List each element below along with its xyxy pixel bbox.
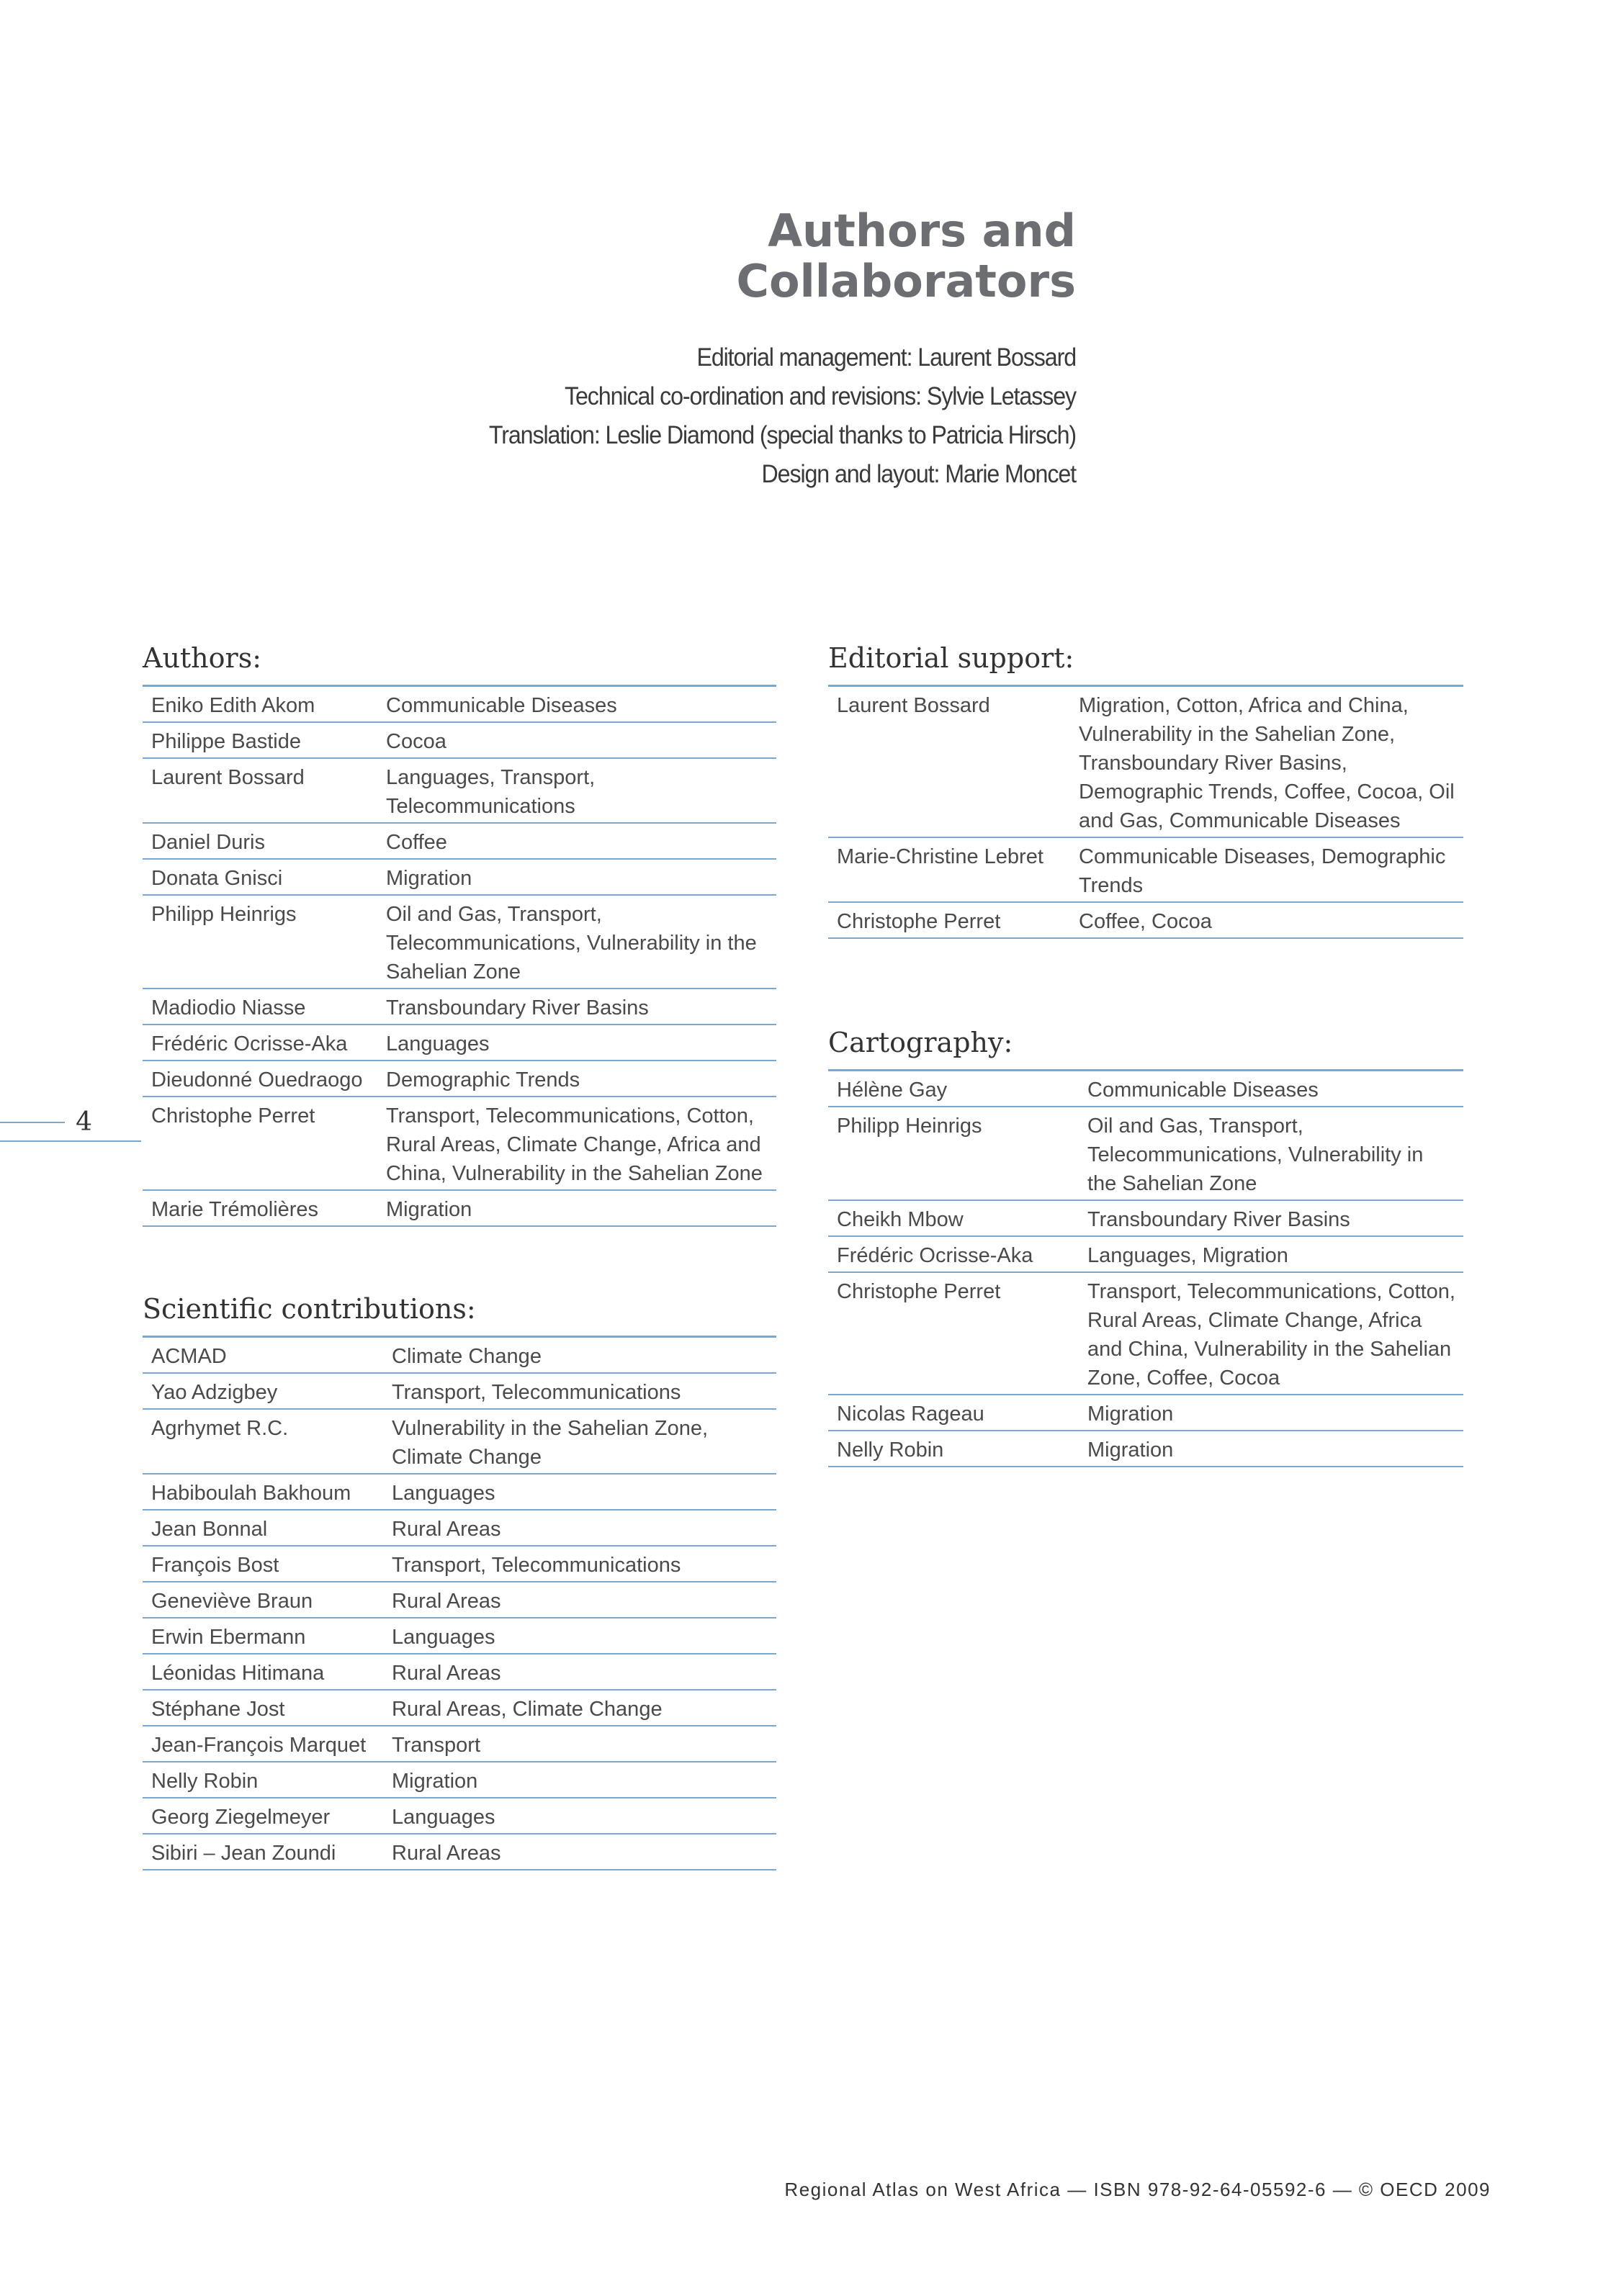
- contributor-name: Sibiri – Jean Zoundi: [151, 1842, 336, 1865]
- contribution-topics: Migration: [386, 1198, 472, 1221]
- scientific-contributions-section: [143, 1293, 776, 1870]
- contribution-topics: Transport, Telecommunications, Cotton, Rural Areas, Climate Change, Africa and China, Vulnerability in the Sahelian Zone, Coffee, Cocoa: [1087, 1280, 1455, 1390]
- cartography-section: [828, 1027, 1463, 1467]
- page-title-line-2: Collaborators: [736, 255, 1076, 307]
- table-row: [828, 1107, 1463, 1201]
- contributor-name: Marie-Christine Lebret: [837, 845, 1043, 868]
- contributor-name: Yao Adzigbey: [151, 1381, 278, 1404]
- contributor-name: Agrhymet R.C.: [151, 1417, 289, 1440]
- contributor-name: Frédéric Ocrisse-Aka: [837, 1244, 1033, 1267]
- contributor-name: Philippe Bastide: [151, 730, 301, 753]
- authors-heading: Authors:: [143, 642, 776, 687]
- contributor-name: Philipp Heinrigs: [837, 1115, 982, 1138]
- editorial-support-section: [828, 642, 1463, 939]
- contributor-name: Léonidas Hitimana: [151, 1662, 325, 1685]
- table-row: [143, 1619, 776, 1655]
- table-row: [143, 687, 776, 723]
- table-row: [828, 1431, 1463, 1467]
- contributor-name: Erwin Ebermann: [151, 1626, 306, 1649]
- contribution-topics: Languages: [392, 1482, 495, 1505]
- contributor-name: Madiodio Niasse: [151, 996, 306, 1019]
- table-row: [143, 1655, 776, 1691]
- contributor-name: François Bost: [151, 1554, 279, 1577]
- contribution-topics: Languages: [392, 1626, 495, 1649]
- contributor-name: Christophe Perret: [151, 1104, 315, 1127]
- table-row: [143, 1025, 776, 1061]
- contribution-topics: Migration: [1087, 1439, 1174, 1462]
- table-row: [828, 1273, 1463, 1395]
- table-row: [828, 903, 1463, 939]
- contribution-topics: Demographic Trends: [386, 1068, 580, 1091]
- table-row: [143, 1410, 776, 1475]
- contributor-name: Laurent Bossard: [837, 694, 990, 717]
- contribution-topics: Communicable Diseases: [1087, 1079, 1319, 1102]
- cartography-heading: Cartography:: [828, 1027, 1463, 1071]
- contribution-topics: Migration: [1087, 1403, 1174, 1426]
- table-row: [143, 1061, 776, 1097]
- contribution-topics: Communicable Diseases, Demographic Trends: [1079, 845, 1446, 897]
- table-row: [143, 1691, 776, 1726]
- contribution-topics: Transport, Telecommunications, Cotton, Rural Areas, Climate Change, Africa and China, Vulnerability in the Sahelian Zone: [386, 1104, 763, 1185]
- contribution-topics: Transport, Telecommunications: [392, 1381, 681, 1404]
- table-row: [828, 687, 1463, 838]
- contributor-name: Frédéric Ocrisse-Aka: [151, 1032, 348, 1055]
- table-row: [143, 1762, 776, 1798]
- contributor-name: Georg Ziegelmeyer: [151, 1806, 331, 1829]
- table-row: [143, 1547, 776, 1583]
- table-row: [143, 759, 776, 824]
- credits-block: [489, 338, 1076, 494]
- contribution-topics: Rural Areas: [392, 1518, 501, 1541]
- scientific-contributions-heading: Scientific contributions:: [143, 1293, 776, 1338]
- contribution-topics: Rural Areas: [392, 1842, 501, 1865]
- contributor-name: Philipp Heinrigs: [151, 903, 297, 926]
- table-row: [143, 1374, 776, 1410]
- table-row: [143, 1511, 776, 1547]
- table-row: [143, 1475, 776, 1511]
- page-title-line-1: Authors and: [768, 204, 1076, 257]
- contributor-name: Nicolas Rageau: [837, 1403, 984, 1426]
- contributor-name: Jean-François Marquet: [151, 1734, 367, 1757]
- contributor-name: Dieudonné Ouedraogo: [151, 1068, 363, 1091]
- footer-citation: Regional Atlas on West Africa — ISBN 978-92-64-05592-6 — © OECD 2009: [784, 2179, 1491, 2200]
- authors-table: [143, 687, 776, 1227]
- page-number: 4: [76, 1107, 92, 1137]
- contributor-name: Christophe Perret: [837, 910, 1001, 933]
- contribution-topics: Migration, Cotton, Africa and China, Vulnerability in the Sahelian Zone, Transboundary River Basins, Demographic Trends, Coffee, Cocoa, Oil and Gas, Communicable Diseases: [1079, 694, 1455, 832]
- table-row: [143, 1191, 776, 1227]
- page-title: [736, 206, 1076, 307]
- contribution-topics: Migration: [386, 867, 472, 890]
- contributor-name: Geneviève Braun: [151, 1590, 313, 1613]
- contributor-name: Nelly Robin: [837, 1439, 944, 1462]
- contribution-topics: Languages, Transport, Telecommunications: [386, 766, 596, 818]
- contribution-topics: Rural Areas: [392, 1590, 501, 1613]
- table-row: [143, 1338, 776, 1374]
- contributor-name: Hélène Gay: [837, 1079, 948, 1102]
- contributor-name: Marie Trémolières: [151, 1198, 319, 1221]
- table-row: [143, 723, 776, 759]
- contribution-topics: Transport, Telecommunications: [392, 1554, 681, 1577]
- table-row: [828, 1201, 1463, 1237]
- contribution-topics: Vulnerability in the Sahelian Zone, Climate Change: [392, 1417, 709, 1469]
- credit-translation: Translation: Leslie Diamond (special thanks to Patricia Hirsch): [488, 421, 1076, 449]
- contribution-topics: Coffee, Cocoa: [1079, 910, 1212, 933]
- contribution-topics: Cocoa: [386, 730, 446, 753]
- authors-section: [143, 642, 776, 1227]
- credit-technical-coordination: Technical co-ordination and revisions: Sylvie Letassey: [564, 382, 1076, 410]
- contributor-name: ACMAD: [151, 1345, 227, 1368]
- table-row: [828, 1237, 1463, 1273]
- table-row: [143, 1798, 776, 1834]
- table-row: [828, 838, 1463, 903]
- table-row: [143, 860, 776, 896]
- contributor-name: Daniel Duris: [151, 831, 265, 854]
- contribution-topics: Oil and Gas, Transport, Telecommunications, Vulnerability in the Sahelian Zone: [386, 903, 757, 983]
- cartography-table: [828, 1071, 1463, 1467]
- contribution-topics: Coffee: [386, 831, 447, 854]
- contributor-name: Donata Gnisci: [151, 867, 283, 890]
- editorial-support-heading: Editorial support:: [828, 642, 1463, 687]
- contributor-name: Jean Bonnal: [151, 1518, 268, 1541]
- contribution-topics: Transboundary River Basins: [386, 996, 649, 1019]
- table-row: [143, 989, 776, 1025]
- contribution-topics: Communicable Diseases: [386, 694, 617, 717]
- contribution-topics: Climate Change: [392, 1345, 542, 1368]
- table-row: [828, 1395, 1463, 1431]
- contributor-name: Stéphane Jost: [151, 1698, 285, 1721]
- contributor-name: Christophe Perret: [837, 1280, 1001, 1303]
- table-row: [143, 1097, 776, 1191]
- contributor-name: Nelly Robin: [151, 1770, 259, 1793]
- contribution-topics: Languages, Migration: [1087, 1244, 1288, 1267]
- contributor-name: Eniko Edith Akom: [151, 694, 315, 717]
- table-row: [143, 1834, 776, 1870]
- table-row: [143, 896, 776, 989]
- contribution-topics: Migration: [392, 1770, 478, 1793]
- scientific-contributions-table: [143, 1338, 776, 1870]
- credit-design-layout: Design and layout: Marie Moncet: [761, 460, 1076, 488]
- table-row: [828, 1071, 1463, 1107]
- contribution-topics: Transport: [392, 1734, 481, 1757]
- editorial-support-table: [828, 687, 1463, 939]
- contributor-name: Laurent Bossard: [151, 766, 305, 789]
- contribution-topics: Transboundary River Basins: [1087, 1208, 1350, 1231]
- table-row: [143, 824, 776, 860]
- table-row: [143, 1583, 776, 1619]
- table-row: [143, 1726, 776, 1762]
- contribution-topics: Rural Areas: [392, 1662, 501, 1685]
- contribution-topics: Languages: [386, 1032, 490, 1055]
- contributor-name: Habiboulah Bakhoum: [151, 1482, 351, 1505]
- contribution-topics: Oil and Gas, Transport, Telecommunications, Vulnerability in the Sahelian Zone: [1087, 1115, 1424, 1195]
- contribution-topics: Languages: [392, 1806, 495, 1829]
- page-number-rule-bottom: [0, 1140, 141, 1142]
- credit-editorial-management: Editorial management: Laurent Bossard: [696, 343, 1076, 372]
- contributor-name: Cheikh Mbow: [837, 1208, 964, 1231]
- contribution-topics: Rural Areas, Climate Change: [392, 1698, 663, 1721]
